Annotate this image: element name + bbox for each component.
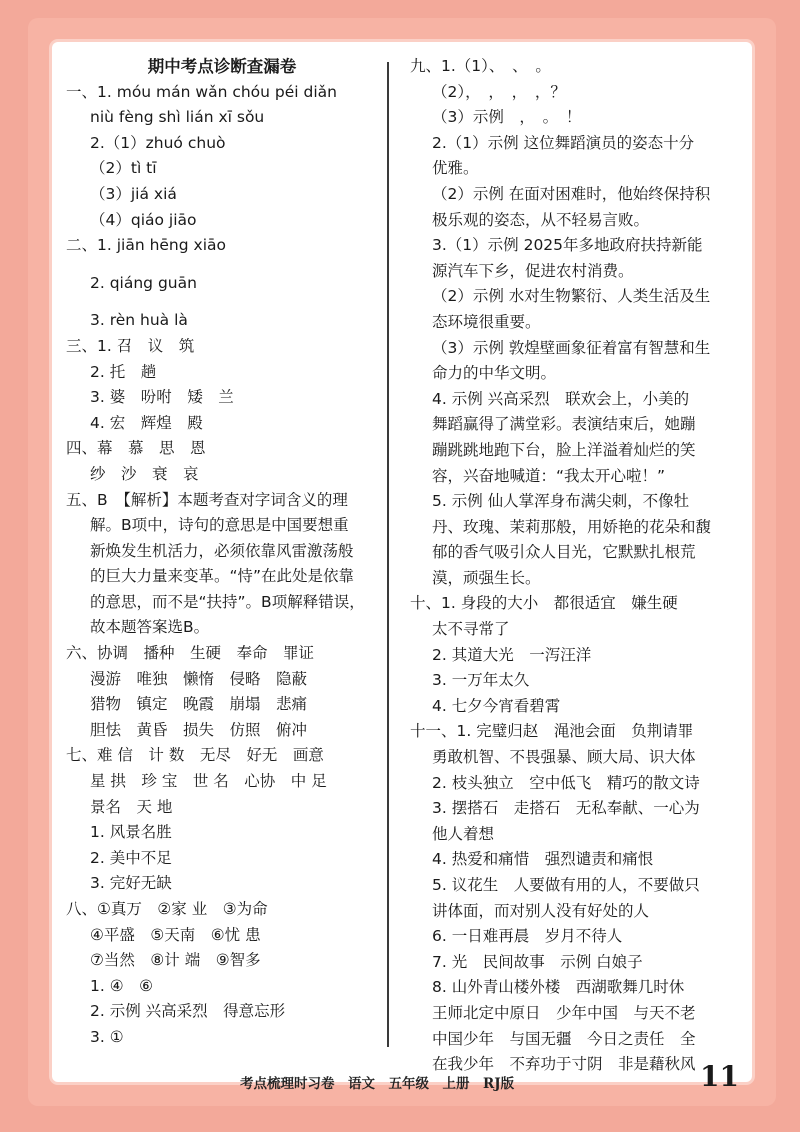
answer-line: 郁的香气吸引众人目光，它默默扎根荒: [432, 543, 696, 562]
answer-line: 3. ①: [90, 1027, 124, 1046]
answer-line: 4. 七夕今宵看碧霄: [432, 696, 561, 715]
answer-line: 的意思，而不是“扶持”。B项解释错误，: [90, 592, 365, 611]
answer-line: 蹦跳跳地跑下台，脸上洋溢着灿烂的笑: [432, 440, 696, 459]
answer-line: 优雅。: [432, 159, 479, 178]
answer-line: 极乐观的姿态，从不轻易言败。: [432, 210, 650, 229]
answer-line: 2. qiáng guān: [90, 273, 197, 292]
answer-line: （3）示例 敦煌壁画象征着富有智慧和生: [432, 338, 711, 357]
answer-line: 在我少年 不弃功于寸阴 非是藉秋风: [432, 1055, 696, 1074]
answer-line: （2）示例 水对生物繁衍、人类生活及生: [432, 287, 711, 306]
answer-line: 二、1. jiān hēng xiāo: [66, 236, 226, 255]
answer-line: 漫游 唯独 懒惰 侵略 隐蔽: [90, 669, 308, 688]
footer-text: 考点梳理时习卷 语文 五年级 上册 RJ版: [240, 1076, 515, 1092]
answer-line: 中国少年 与国无疆 今日之责任 全: [432, 1029, 696, 1048]
answer-line: ⑦当然 ⑧计 端 ⑨智多: [90, 951, 261, 970]
answer-line: 1. ④ ⑥: [90, 976, 154, 995]
page-title: 期中考点诊断查漏卷: [147, 57, 297, 76]
answer-line: （3）示例 ， 。 ！: [432, 108, 582, 127]
answer-line: 2.（1）示例 这位舞蹈演员的姿态十分: [432, 133, 695, 152]
answer-line: 7. 光 民间故事 示例 白娘子: [432, 952, 643, 971]
answer-line: 故本题答案选B。: [90, 618, 210, 637]
answer-line: 6. 一日难再晨 岁月不待人: [432, 927, 623, 946]
column-divider: [387, 62, 389, 1047]
answer-line: （2）tì tī: [90, 159, 157, 178]
answer-line: 漠，顽强生长。: [432, 568, 541, 587]
answer-line: 8. 山外青山楼外楼 西湖歌舞几时休: [432, 978, 685, 997]
answer-line: 丹、玫瑰、茉莉那般，用娇艳的花朵和馥: [432, 517, 712, 536]
answer-line: 胆怯 黄昏 损失 仿照 俯冲: [90, 720, 308, 739]
answer-line: （3）jiá xiá: [90, 184, 177, 203]
answer-line: 2. 示例 兴高采烈 得意忘形: [90, 1002, 286, 1021]
answer-line: 七、难 信 计 数 无尽 好无 画意: [66, 746, 324, 765]
answer-line: 四、幕 慕 思 恩: [66, 439, 206, 458]
answer-line: 2. 枝头独立 空中低飞 精巧的散文诗: [432, 773, 700, 792]
page-number: 11: [700, 1060, 739, 1093]
answer-line: 3.（1）示例 2025年多地政府扶持新能: [432, 236, 703, 255]
answer-line: 十、1. 身段的大小 都很适宜 嫌生硬: [410, 594, 678, 613]
answer-line: 命力的中华文明。: [432, 364, 557, 383]
right-column: [410, 54, 750, 1078]
answer-line: （4）qiáo jiāo: [90, 210, 197, 229]
answer-line: （2）示例 在面对困难时，他始终保持积: [432, 184, 711, 203]
answer-line: 星 拱 珍 宝 世 名 心协 中 足: [90, 772, 327, 791]
answer-line: 勇敢机智、不畏强暴、顾大局、识大体: [432, 748, 696, 767]
answer-line: 五、B 【解析】本题考查对字词含义的理: [66, 490, 348, 509]
answer-line: 太不寻常了: [432, 620, 510, 639]
answer-line: 王师北定中原日 少年中国 与天不老: [432, 1003, 696, 1022]
answer-line: 源汽车下乡，促进农村消费。: [432, 261, 634, 280]
answer-line: ④平盛 ⑤天南 ⑥忧 患: [90, 925, 261, 944]
answer-line: 舞蹈赢得了满堂彩。表演结束后，她蹦: [432, 415, 696, 434]
answer-line: 2. 托 趟: [90, 362, 157, 381]
answer-line: 九、1.（1）、 、 。: [410, 57, 551, 75]
answer-line: 六、协调 播种 生硬 奉命 罪证: [66, 644, 315, 663]
answer-line: 纱 沙 衰 哀: [90, 464, 199, 483]
answer-line: 4. 宏 辉煌 殿: [90, 413, 203, 432]
answer-line: 4. 示例 兴高采烈 联欢会上，小美的: [432, 389, 690, 408]
left-column: [66, 54, 378, 1051]
answer-line: 容，兴奋地喊道：“我太开心啦！”: [432, 466, 666, 485]
answer-line: 一、1. móu mán wǎn chóu péi diǎn: [66, 82, 337, 101]
spacer: [66, 259, 378, 271]
answer-line: 猎物 镇定 晚霞 崩塌 悲痛: [90, 695, 308, 714]
answer-line: 3. 一万年太久: [432, 671, 530, 690]
answer-line: 八、①真万 ②家 业 ③为命: [66, 900, 268, 918]
answer-line: 态环境很重要。: [432, 312, 541, 331]
answer-line: 3. rèn huà là: [90, 311, 188, 330]
answer-line: 讲体面，而对别人没有好处的人: [432, 901, 650, 920]
answer-line: 十一、1. 完璧归赵 渑池会面 负荆请罪: [410, 722, 694, 741]
answer-line: 3. 完好无缺: [90, 874, 172, 893]
answer-line: 三、1. 召 议 筑: [66, 336, 195, 355]
answer-line: 3. 婆 吩咐 矮 兰: [90, 388, 234, 407]
answer-line: 2. 其道大光 一泻汪洋: [432, 645, 592, 664]
answer-line: 5. 议花生 人要做有用的人，不要做只: [432, 876, 700, 894]
answer-line: 1. 风景名胜: [90, 823, 172, 842]
answer-line: 景名 天 地: [90, 797, 173, 816]
answer-line: 的巨大力量来变革。“恃”在此处是依靠: [90, 567, 355, 586]
answer-line: 解。B项中，诗句的意思是中国要想重: [90, 516, 349, 535]
answer-line: niù fèng shì lián xī sǒu: [90, 108, 265, 127]
answer-line: 新焕发生机活力，必须依靠风雷激荡般: [90, 541, 354, 560]
spacer: [66, 296, 378, 308]
answer-line: 5. 示例 仙人掌浑身布满尖刺，不像牡: [432, 492, 690, 511]
answer-line: 2.（1）zhuó chuò: [90, 133, 226, 152]
answer-line: 2. 美中不足: [90, 848, 172, 867]
answer-line: 他人着想: [432, 824, 495, 843]
answer-line: （2）， ， ， ，？: [432, 82, 566, 101]
answer-line: 3. 摆搭石 走搭石 无私奉献、一心为: [432, 799, 700, 818]
answer-line: 4. 热爱和痛惜 强烈谴责和痛恨: [432, 850, 654, 869]
